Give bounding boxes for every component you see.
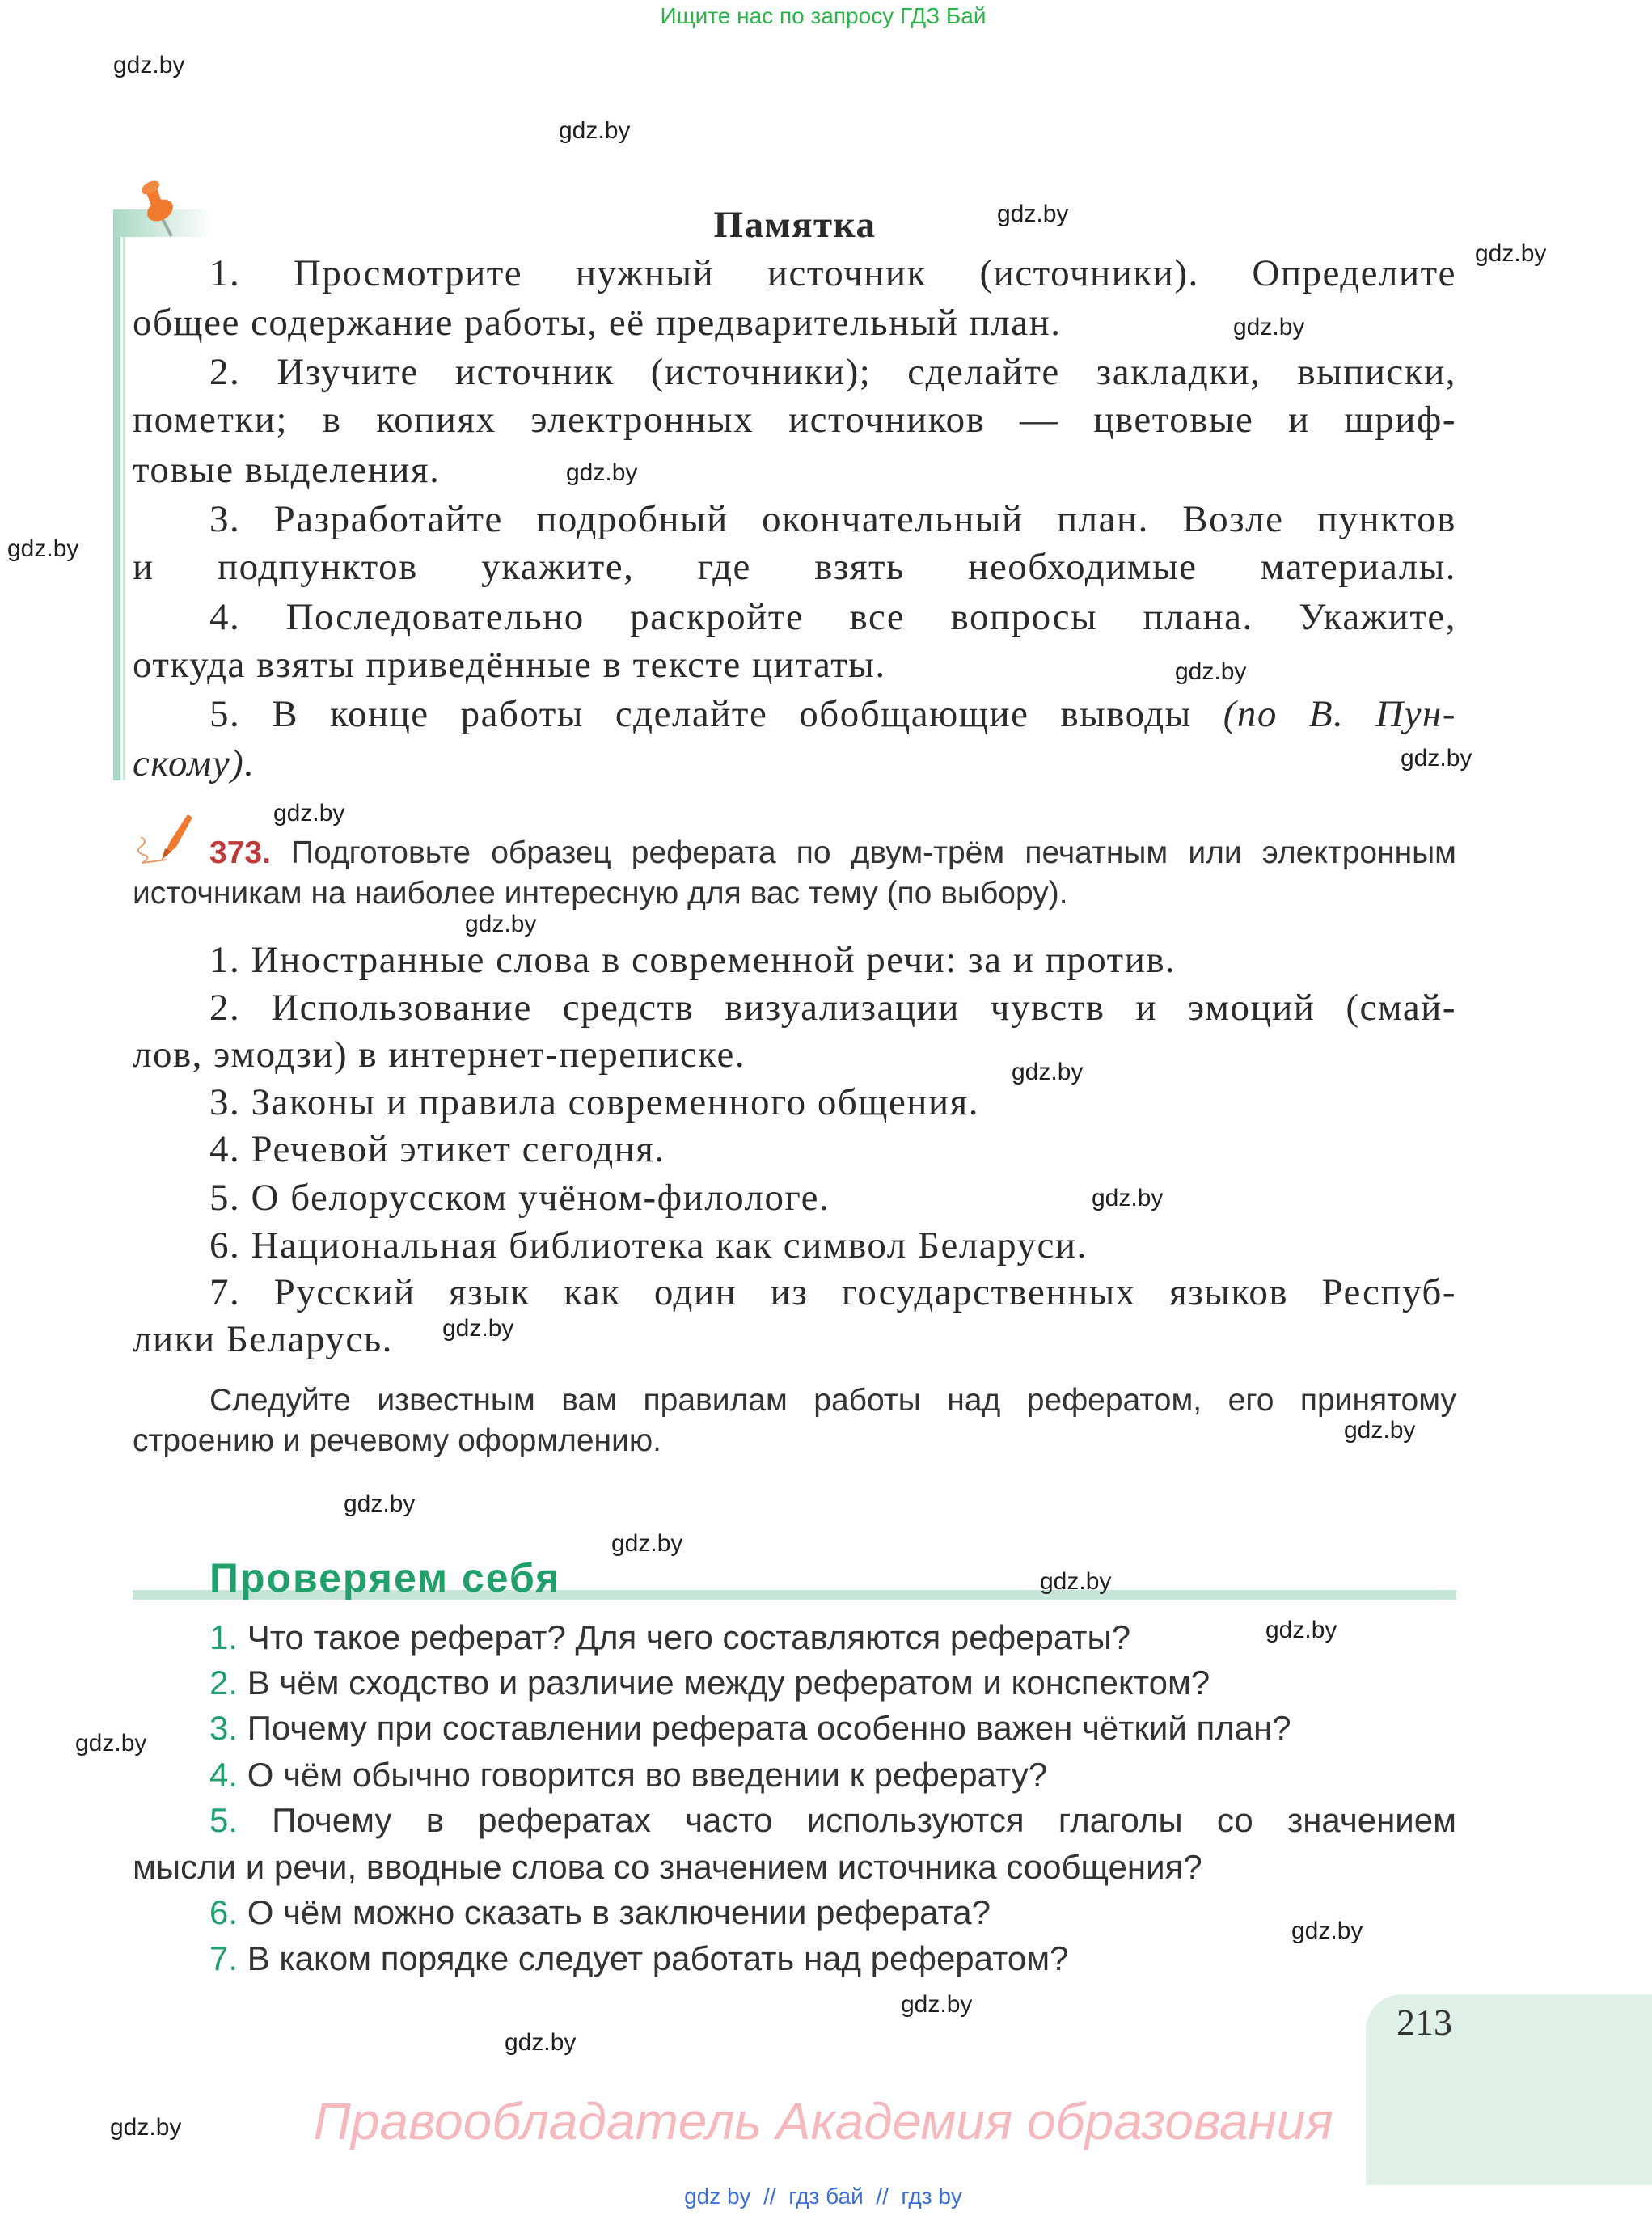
memo-line: [209, 690, 1456, 738]
question-text: В чём сходство и различие между рефератом и конспектом?: [247, 1664, 1210, 1702]
question-item: [209, 1891, 1456, 1934]
watermark: gdz.by: [566, 459, 638, 486]
question-text: О чём обычно говорится во введении к реферату?: [247, 1756, 1048, 1794]
question-text: мысли и речи, вводные слова со значением источника сообщения?: [133, 1848, 1202, 1886]
exercise-note: Следуйте известным вам правилам работы над рефератом, его принятому: [209, 1383, 1456, 1418]
question-number: 1.: [209, 1618, 239, 1656]
pen-icon: [133, 813, 194, 871]
page-number: 213: [1396, 2002, 1452, 2043]
watermark: gdz.by: [1401, 745, 1472, 772]
question-text: Почему при составлении реферата особенно важен чёткий план?: [247, 1709, 1291, 1747]
topic-item: лики Беларусь.: [133, 1318, 393, 1360]
watermark: gdz.by: [442, 1315, 514, 1342]
memo-line: товые выделения.: [133, 449, 441, 491]
watermark: gdz.by: [344, 1490, 416, 1517]
memo-left-bar: [113, 209, 123, 780]
watermark: gdz.by: [7, 535, 79, 562]
watermark: gdz.by: [1265, 1617, 1337, 1643]
question-text: Почему в рефератах часто используются глаголы со значением: [272, 1801, 1456, 1839]
watermark: gdz.by: [1092, 1185, 1164, 1211]
question-text: О чём можно сказать в заключении реферата?: [247, 1893, 991, 1931]
watermark: gdz.by: [1475, 240, 1547, 267]
question-number: 6.: [209, 1893, 239, 1931]
memo-title: Памятка: [713, 204, 877, 246]
question-item: [209, 1706, 1456, 1750]
watermark: gdz.by: [1233, 314, 1305, 340]
exercise-line: источникам на наиболее интересную для вас тему (по выбору).: [133, 876, 1068, 911]
topic-item: 7. Русский язык как один из государственных языков Респуб-: [209, 1271, 1456, 1313]
topic-item: 1. Иностранные слова в современной речи: за и против.: [209, 939, 1177, 981]
question-item: [209, 1799, 1456, 1842]
memo-line: 1. Просмотрите нужный источник (источники). Определите: [209, 252, 1456, 294]
watermark: gdz.by: [997, 201, 1069, 227]
question-item: [209, 1937, 1456, 1981]
memo-line: 3. Разработайте подробный окончательный план. Возле пунктов: [209, 498, 1456, 540]
question-item: [209, 1753, 1456, 1797]
watermark: gdz.by: [1291, 1917, 1363, 1944]
watermark: gdz.by: [465, 911, 537, 937]
footer-links[interactable]: gdz by // гдз бай // гдз by: [684, 2184, 962, 2209]
watermark: gdz.by: [505, 2029, 577, 2056]
exercise-number: 373.: [209, 835, 271, 870]
question-item: [209, 1661, 1456, 1705]
topic-item: 4. Речевой этикет сегодня.: [209, 1128, 665, 1170]
memo-line: и подпунктов укажите, где взять необходимые материалы.: [133, 546, 1456, 588]
memo-line: скому).: [133, 742, 256, 784]
topic-item: 5. О белорусском учёном-филологе.: [209, 1177, 830, 1219]
topic-item: лов, эмодзи) в интернет-переписке.: [133, 1034, 746, 1076]
memo-line: откуда взяты приведённые в тексте цитаты.: [133, 644, 886, 686]
watermark: gdz.by: [1344, 1417, 1416, 1444]
watermark: gdz.by: [273, 800, 345, 827]
memo-line: 2. Изучите источник (источники); сделайте закладки, выписки,: [209, 351, 1456, 393]
memo-line-text: 5. В конце работы сделайте обобщающие выводы: [209, 693, 1192, 735]
question-number: 3.: [209, 1709, 239, 1747]
watermark: gdz.by: [1040, 1568, 1112, 1595]
question-number: 5.: [209, 1801, 239, 1839]
pushpin-icon: [136, 178, 192, 239]
question-text: Что такое реферат? Для чего составляются рефераты?: [247, 1618, 1131, 1656]
question-number: 7.: [209, 1939, 239, 1977]
watermark: gdz.by: [1012, 1059, 1084, 1085]
memo-line: пометки; в копиях электронных источников — цветовые и шриф-: [133, 399, 1456, 441]
topic-item: 3. Законы и правила современного общения.: [209, 1081, 979, 1123]
watermark: gdz.by: [113, 52, 185, 78]
memo-citation: (по В. Пун-: [1223, 693, 1456, 735]
watermark: gdz.by: [75, 1730, 147, 1757]
self-check-title: Проверяем себя: [209, 1555, 561, 1600]
exercise-line: [209, 833, 1456, 873]
watermark: gdz.by: [611, 1530, 683, 1557]
top-banner: Ищите нас по запросу ГДЗ Бай: [660, 3, 987, 28]
watermark: gdz.by: [901, 1991, 973, 2018]
memo-line: общее содержание работы, её предварительный план.: [133, 302, 1062, 344]
copyright-watermark: Правообладатель Академия образования: [313, 2092, 1333, 2150]
question-text: В каком порядке следует работать над рефератом?: [247, 1939, 1069, 1977]
memo-line: 4. Последовательно раскройте все вопросы плана. Укажите,: [209, 596, 1456, 638]
watermark: gdz.by: [559, 117, 631, 144]
question-item: [133, 1846, 1456, 1889]
question-number: 4.: [209, 1756, 239, 1794]
watermark: gdz.by: [1175, 658, 1247, 685]
question-number: 2.: [209, 1664, 239, 1702]
exercise-note: строению и речевому оформлению.: [133, 1423, 661, 1458]
topic-item: 6. Национальная библиотека как символ Беларуси.: [209, 1224, 1088, 1266]
watermark: gdz.by: [110, 2114, 182, 2141]
exercise-text: Подготовьте образец реферата по двум-трём печатным или электронным: [291, 835, 1456, 870]
topic-item: 2. Использование средств визуализации чувств и эмоций (смай-: [209, 987, 1456, 1029]
